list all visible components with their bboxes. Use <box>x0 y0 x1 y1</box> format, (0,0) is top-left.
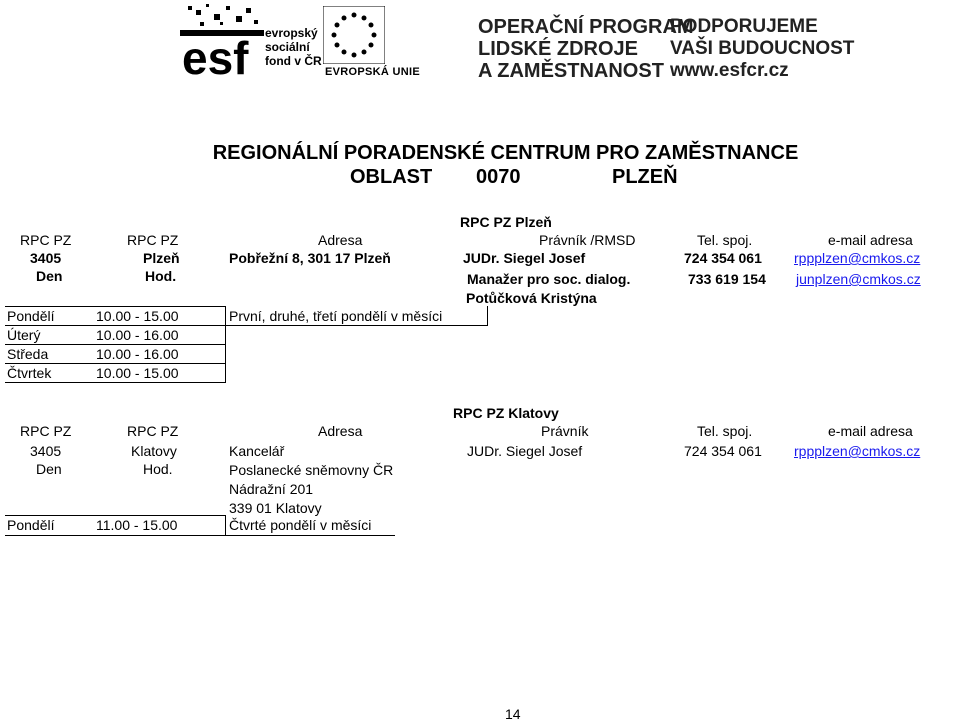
schedule-day: Pondělí <box>7 308 55 324</box>
page-number: 14 <box>505 706 521 722</box>
schedule-hours: 10.00 - 16.00 <box>96 346 179 362</box>
plzen-den: Den <box>36 268 63 284</box>
title-code: 0070 <box>476 166 521 188</box>
header-cell: Tel. spoj. <box>697 232 753 248</box>
klatovy-address-line1: Kancelář <box>229 443 285 459</box>
eu-flag-icon <box>323 6 385 64</box>
eu-text: EVROPSKÁ UNIE <box>325 66 420 78</box>
header-cell: Adresa <box>318 423 363 439</box>
klatovy-address-line2: Poslanecké sněmovny ČR <box>229 462 394 478</box>
header-cell: Právník /RMSD <box>539 232 636 248</box>
schedule-day: Středa <box>7 346 49 362</box>
plzen-manager-name: Potůčková Kristýna <box>466 290 597 306</box>
klatovy-hod: Hod. <box>143 461 173 477</box>
schedule-day: Čtvrtek <box>7 365 52 381</box>
plzen-manager-role: Manažer pro soc. dialog. <box>467 271 631 287</box>
klatovy-email-link[interactable]: rppplzen@cmkos.cz <box>794 443 921 459</box>
title-city: PLZEŇ <box>612 166 678 188</box>
schedule-day: Pondělí <box>7 517 55 533</box>
plzen-address: Pobřežní 8, 301 17 Plzeň <box>229 250 391 266</box>
klatovy-id: 3405 <box>30 443 62 459</box>
schedule-note: První, druhé, třetí pondělí v měsíci <box>229 308 443 324</box>
plzen-section-title: RPC PZ Plzeň <box>460 214 552 230</box>
plzen-hod: Hod. <box>145 268 177 284</box>
esf-text: evropský sociální fond v ČR <box>265 26 322 68</box>
svg-text:esf: esf <box>182 32 249 78</box>
schedule-note: Čtvrté pondělí v měsíci <box>229 517 372 533</box>
plzen-tel1: 724 354 061 <box>684 250 762 266</box>
header-cell: Adresa <box>318 232 363 248</box>
klatovy-den: Den <box>36 461 62 477</box>
esf-logo <box>180 0 264 78</box>
klatovy-section-title: RPC PZ Klatovy <box>453 405 559 421</box>
klatovy-address-line4: 339 01 Klatovy <box>229 500 322 516</box>
klatovy-tel: 724 354 061 <box>684 443 762 459</box>
schedule-hours: 10.00 - 15.00 <box>96 365 179 381</box>
schedule-hours: 10.00 - 15.00 <box>96 308 179 324</box>
schedule-hours: 10.00 - 16.00 <box>96 327 179 343</box>
support-text: PODPORUJEME VAŠI BUDOUCNOST www.esfcr.cz <box>670 16 855 81</box>
plzen-id: 3405 <box>30 250 62 266</box>
header-cell: Právník <box>541 423 589 439</box>
plzen-email2-link[interactable]: junplzen@cmkos.cz <box>796 271 921 287</box>
klatovy-address-line3: Nádražní 201 <box>229 481 314 497</box>
esfcr-link[interactable]: www.esfcr.cz <box>670 60 789 81</box>
title-oblast: OBLAST <box>350 166 433 188</box>
plzen-tel2: 733 619 154 <box>688 271 766 287</box>
header-cell: Tel. spoj. <box>697 423 753 439</box>
klatovy-name: Klatovy <box>131 443 177 459</box>
header-cell: e-mail adresa <box>828 232 913 248</box>
header-cell: RPC PZ <box>127 423 179 439</box>
header-cell: RPC PZ <box>127 232 179 248</box>
op-program-text: OPERAČNÍ PROGRAM LIDSKÉ ZDROJE A ZAMĚSTNANOST <box>478 16 694 82</box>
header-cell: RPC PZ <box>20 423 72 439</box>
plzen-lawyer: JUDr. Siegel Josef <box>463 250 586 266</box>
header-cell: RPC PZ <box>20 232 72 248</box>
header-cell: e-mail adresa <box>828 423 913 439</box>
plzen-email1-link[interactable]: rppplzen@cmkos.cz <box>794 250 921 266</box>
schedule-day: Úterý <box>7 327 41 343</box>
schedule-hours: 11.00 - 15.00 <box>96 517 178 533</box>
plzen-name: Plzeň <box>143 250 180 266</box>
klatovy-lawyer: JUDr. Siegel Josef <box>467 443 583 459</box>
document-title: REGIONÁLNÍ PORADENSKÉ CENTRUM PRO ZAMĚSTNANCE <box>212 142 799 164</box>
